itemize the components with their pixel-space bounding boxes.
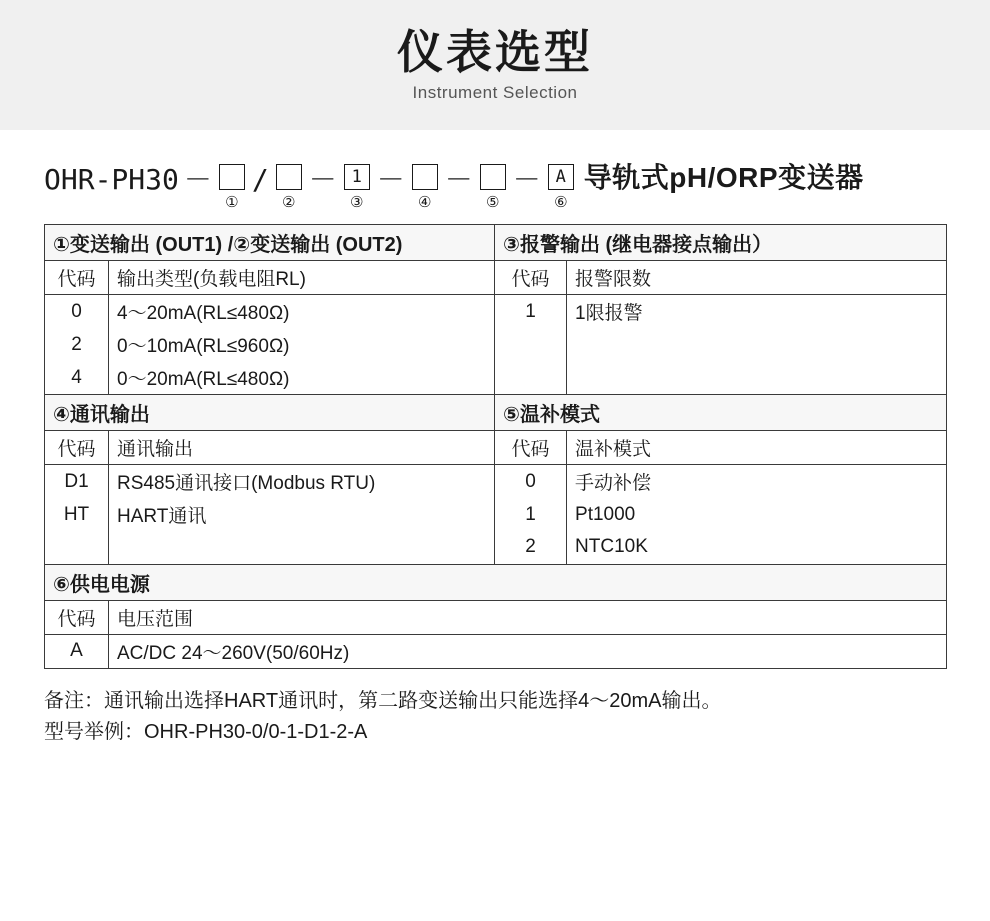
temp-section-header: ⑤温补模式	[495, 395, 947, 431]
comm-desc-col-header: 通讯输出	[109, 431, 495, 465]
segment-box-3: 1	[344, 164, 370, 190]
comm-code-filler	[45, 531, 109, 564]
segment-box-5	[480, 164, 506, 190]
power-code: A	[45, 634, 109, 668]
comm-desc-filler	[109, 531, 495, 564]
alarm-desc-col-header: 报警限数	[567, 261, 947, 295]
table-row	[45, 328, 947, 361]
model-code-area	[0, 130, 990, 210]
table-row	[45, 225, 947, 261]
model-code-line	[44, 160, 946, 210]
table-row	[45, 261, 947, 295]
comm-desc: HART通讯	[109, 498, 495, 531]
output-desc-col-header: 输出类型(负载电阻RL)	[109, 261, 495, 295]
model-prefix: OHR-PH30	[44, 163, 179, 196]
power-section-header: ⑥供电电源	[45, 564, 947, 600]
alarm-code-col-header: 代码	[495, 261, 567, 295]
temp-code: 2	[495, 531, 567, 564]
comm-section-header: ④通讯输出	[45, 395, 495, 431]
output-section-header: ①变送输出 (OUT1) /②变送输出 (OUT2)	[45, 225, 495, 261]
output-code: 2	[45, 328, 109, 361]
power-code-col-header: 代码	[45, 600, 109, 634]
table-row	[45, 465, 947, 499]
temp-desc: 手动补偿	[567, 465, 947, 499]
model-segment-1	[219, 160, 245, 210]
alarm-code: 1	[495, 295, 567, 329]
segment-index-5: ⑤	[486, 194, 500, 211]
segment-index-4: ④	[418, 194, 432, 211]
alarm-desc-filler	[567, 361, 947, 395]
model-segment-2	[276, 160, 302, 210]
output-code: 0	[45, 295, 109, 329]
model-segment-6	[548, 160, 574, 210]
power-desc: AC/DC 24～260V(50/60Hz)	[109, 634, 947, 668]
alarm-section-header: ③报警输出 (继电器接点输出）	[495, 225, 947, 261]
alarm-code-filler	[495, 328, 567, 361]
segment-index-1: ①	[225, 194, 239, 211]
spec-table-wrap	[0, 224, 990, 669]
model-dash-2: －	[308, 163, 337, 196]
model-segment-5	[480, 160, 506, 210]
output-code-col-header: 代码	[45, 261, 109, 295]
segment-index-2: ②	[282, 194, 296, 211]
page-header	[0, 0, 990, 130]
comm-desc: RS485通讯接口(Modbus RTU)	[109, 465, 495, 499]
page-title: 仪表选型	[397, 25, 593, 78]
model-product-name: 导轨式pH/ORP变送器	[583, 162, 864, 193]
page-subtitle: Instrument Selection	[412, 83, 578, 103]
power-desc-col-header: 电压范围	[109, 600, 947, 634]
model-segment-3	[344, 160, 370, 210]
table-row	[45, 564, 947, 600]
segment-index-3: ③	[350, 194, 364, 211]
note-remark: 备注：通讯输出选择HART通讯时，第二路变送输出只能选择4～20mA输出。	[44, 689, 722, 712]
table-row	[45, 531, 947, 564]
table-row	[45, 361, 947, 395]
model-dash-5: －	[512, 163, 541, 196]
segment-box-2	[276, 164, 302, 190]
table-row	[45, 634, 947, 668]
segment-box-1	[219, 164, 245, 190]
output-code: 4	[45, 361, 109, 395]
temp-desc-col-header: 温补模式	[567, 431, 947, 465]
model-dash-1: －	[183, 163, 212, 196]
alarm-desc-filler	[567, 328, 947, 361]
comm-code: D1	[45, 465, 109, 499]
table-row	[45, 431, 947, 465]
model-slash: /	[251, 163, 269, 196]
alarm-code-filler	[495, 361, 567, 395]
table-row	[45, 498, 947, 531]
temp-desc: NTC10K	[567, 531, 947, 564]
segment-index-6: ⑥	[554, 194, 568, 211]
comm-code-col-header: 代码	[45, 431, 109, 465]
output-desc: 0～10mA(RL≤960Ω)	[109, 328, 495, 361]
model-dash-4: －	[444, 163, 473, 196]
segment-box-4	[412, 164, 438, 190]
temp-desc: Pt1000	[567, 498, 947, 531]
table-row	[45, 600, 947, 634]
notes-section	[0, 669, 990, 747]
spec-table	[44, 224, 947, 669]
temp-code: 1	[495, 498, 567, 531]
output-desc: 4～20mA(RL≤480Ω)	[109, 295, 495, 329]
model-segment-4	[412, 160, 438, 210]
model-dash-3: －	[376, 163, 405, 196]
segment-box-6: A	[548, 164, 574, 190]
output-desc: 0～20mA(RL≤480Ω)	[109, 361, 495, 395]
alarm-desc: 1限报警	[567, 295, 947, 329]
temp-code-col-header: 代码	[495, 431, 567, 465]
comm-code: HT	[45, 498, 109, 531]
temp-code: 0	[495, 465, 567, 499]
note-model-example: 型号举例：OHR-PH30-0/0-1-D1-2-A	[44, 720, 368, 743]
table-row	[45, 395, 947, 431]
table-row	[45, 295, 947, 329]
